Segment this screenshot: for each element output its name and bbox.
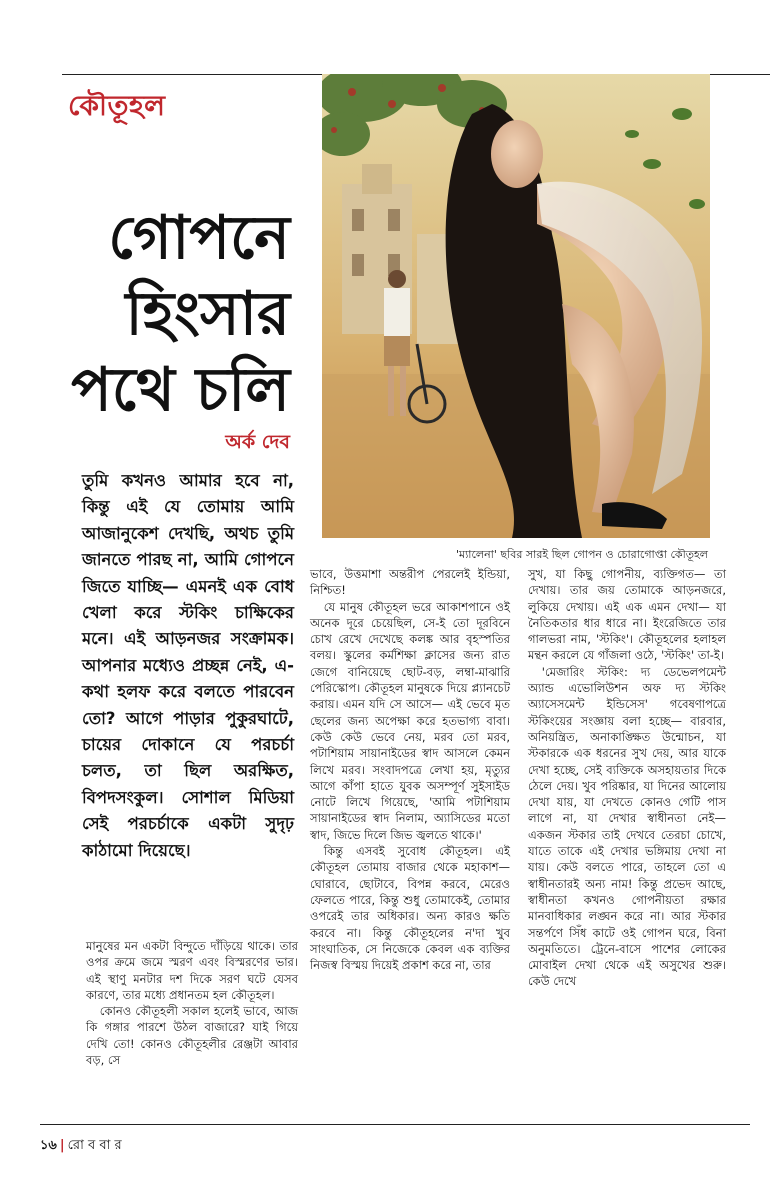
body-paragraph: কোনও কৌতূহলী সকাল হলেই ভাবে, আজ কি গঙ্গার পারশে উঠল বাজারে? যাই গিয়ে দেখি তো! কোনও কৌতূহলীর রেঞ্জটা আবার বড়, সে — [86, 1004, 298, 1068]
body-paragraph: 'মেজারিং স্টকিং: দ্য ডেভেলপমেন্ট অ্যান্ড এভোলিউশন অফ দ্য স্টকিং অ্যাসেসমেন্ট ইন্ডিসেস' গবেষণাপত্রে স্টকিংয়ের সংজ্ঞায় বলা হচ্ছে— বারবার, অনিয়ন্ত্রিত, অনাকাঙ্ক্ষিত উন্মোচন, যা স্টকারকে এক ধরনের সুখ দেয়, আর যাকে দেখা হচ্ছে, সেই ব্যক্তিকে অসহায়তার দিকে ঠেলে দেয়। খুব পরিষ্কার, যা দিনের আলোয় দেখা যায়, যা দেখতে কোনও গেটি পাস লাগে না, যা দেখার স্বাধীনতা নেই— একজন স্টকার তাই দেখবে তেরচা চোখে, যাতে তাকে এই দেখার ভঙ্গিমায় দেখা না যায়। কেউ বলতে পারে, তাহলে তো এ স্বাধীনতারই অন্য নাম! কিন্তু প্রভেদ আছে, স্বাধীনতা কখনও গোপনীয়তা রক্ষার মানবাধিকার লঙ্ঘন করে না। আর স্টকার সন্তর্পণে সিঁধ কাটে ওই গোপন ঘরে, বিনা অনুমতিতে। ট্রেনে-বাসে পাশের লোকের মোবাইল দেখা থেকে এই অসুখের শুরু। কেউ দেখে — [528, 664, 726, 989]
headline-line: হিংসার — [125, 279, 290, 349]
body-paragraph: কিন্তু এসবই সুবোধ কৌতূহল। এই কৌতূহল তোমায় বাজার থেকে মহাকাশ— ঘোরাবে, ছোটাবে, বিপন্ন করবে, মেরেও ফেলতে পারে, কিন্তু শুধু তোমাকেই, তোমার ওপরেই তার অধিকার। অন্য কারও ক্ষতি করবে না। কিন্তু কৌতূহলের ন'দা খুব সাংঘাতিক, সে নিজেকে কেবল এক ব্যক্তির নিজস্ব বিস্ময় দিয়েই প্রকাশ করে না, তার — [310, 844, 510, 973]
photo-caption: 'ম্যালেনা' ছবির সারই ছিল গোপন ও চোরাগোপ্তা কৌতূহল — [455, 548, 708, 561]
page-number: ১৬ — [40, 1138, 57, 1153]
body-paragraph: মানুষের মন একটা বিন্দুতে দাঁড়িয়ে থাকে। তার ওপর ক্রমে জমে স্মরণ এবং বিস্মরণের ভার। এই স্থাণু মনটার দশ দিকে সরণ ঘটে যেসব কারণে, তার মধ্যে প্রধানতম হল কৌতূহল। — [86, 939, 298, 1002]
body-paragraph: সুখ, যা কিছু গোপনীয়, ব্যক্তিগত— তা দেখায়। তার জয় তোমাকে আড়নজরে, লুকিয়ে দেখায়। এই এক এমন দেখা— যা নৈতিকতার ধার ধারে না। ইংরেজিতে তার গালভরা নাম, 'স্টকিং'। কৌতূহলের হলাহল মন্থন করলে যে গাঁজলা ওঠে, 'স্টকিং' তা-ই। — [528, 567, 726, 663]
headline — [40, 200, 290, 428]
article-column-1 — [86, 938, 298, 1068]
body-paragraph: ভাবে, উত্তমাশা অন্তরীপ পেরলেই ইন্ডিয়া, নিশ্চিত! — [310, 567, 510, 598]
headline-line: গোপনে — [108, 203, 290, 273]
magazine-name: রো ব বা র — [67, 1138, 122, 1153]
article-column-2 — [310, 566, 510, 973]
headline-line: পথে চলি — [71, 355, 290, 425]
section-label: কৌতূহল — [68, 89, 166, 122]
footer-separator: | — [59, 1138, 65, 1153]
bottom-rule — [40, 1124, 750, 1125]
article-column-3 — [528, 566, 726, 990]
page-footer — [40, 1136, 122, 1157]
byline: অর্ক দেব — [225, 431, 290, 453]
body-paragraph: যে মানুষ কৌতূহল ভরে আকাশপানে ওই অনেক দূরে চেয়েছিল, সে-ই তো দূরবিনে চোখ রেখে দেখেছে কলঙ্ক আর বৃহস্পতির বলয়। স্কুলের কর্মশিক্ষা ক্লাসের জন্য রাত জেগে বানিয়েছে ছোট-বড়, লম্বা-মাঝারি পেরিস্কোপ। কৌতূহল মানুষকে দিয়ে প্ল্যানচেট করায়। এমন যদি সে আসে— এই ভেবে মৃত ছেলের জন্য অপেক্ষা করে হতভাগ্য বাবা। কেউ কেউ ভেবে নেয়, মরব তো মরব, পটাশিয়াম সায়ানাইডের স্বাদ আসলে কেমন লিখে মরব। সংবাদপত্রে লেখা হয়, মৃত্যুর আগে কাঁপা হাতে যুবক অসম্পূর্ণ সুইসাইড নোটে লিখে গিয়েছে, 'আমি পটাশিয়াম সায়ানাইডের স্বাদ নিলাম, অ্যাসিডের মতো স্বাদ, জিভে দিলে জিভ জ্বলতে থাকে।' — [310, 599, 510, 842]
article-photo — [322, 74, 710, 538]
lede-paragraph: তুমি কখনও আমার হবে না, কিন্তু এই যে তোমায় আমি আজানুকেশ দেখছি, অথচ তুমি জানতে পারছ না, আমি গোপনে জিতে যাচ্ছি— এমনই এক বোধ খেলা করে স্টকিং চাক্ষিকের মনে। এই আড়নজর সংক্রামক। আপনার মধ্যেও প্রচ্ছন্ন নেই, এ-কথা হলফ করে বলতে পারবেন তো? আগে পাড়ার পুকুরঘাটে, চায়ের দোকানে যে পরচর্চা চলত, তা ছিল অরক্ষিত, বিপদসংকুল। সোশাল মিডিয়া সেই পরচর্চাকে একটা সুদৃঢ় কাঠামো দিয়েছে। — [82, 471, 294, 860]
